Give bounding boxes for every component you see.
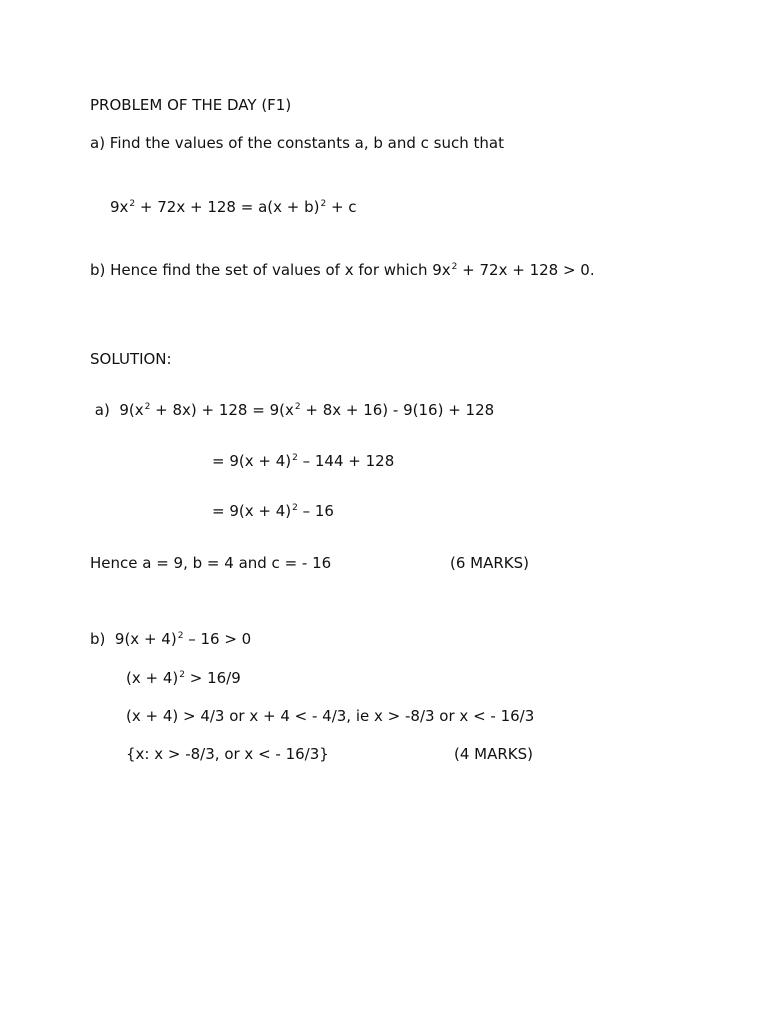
sol-text: (x + 4) — [126, 669, 179, 687]
exponent: 2 — [451, 262, 458, 272]
sol-text: a) 9(x — [90, 401, 144, 419]
prompt-text: b) Hence find the set of values of x for which 9x — [90, 261, 451, 279]
sol-text: + 8x) + 128 = 9(x — [150, 401, 294, 419]
solution-label: SOLUTION: — [90, 350, 172, 368]
sol-text: – 16 — [297, 502, 334, 520]
solution-a-line-2 — [212, 452, 394, 470]
exponent: 2 — [292, 453, 298, 463]
solution-a-line-3 — [212, 502, 334, 520]
solution-b-answer-set: {x: x > -8/3, or x < - 16/3} — [126, 745, 329, 763]
solution-a-line-1 — [90, 401, 494, 419]
solution-b-line-2 — [126, 669, 241, 687]
part-a-equation — [110, 198, 357, 216]
sol-text: > 16/9 — [184, 669, 241, 687]
exponent: 2 — [129, 199, 136, 209]
eq-text: + c — [326, 198, 357, 216]
sol-text: b) 9(x + 4) — [90, 630, 177, 648]
solution-a-result: Hence a = 9, b = 4 and c = - 16 — [90, 554, 332, 572]
exponent: 2 — [177, 631, 184, 641]
exponent: 2 — [292, 503, 298, 513]
eq-text: 9x — [110, 198, 129, 216]
exponent: 2 — [320, 199, 327, 209]
sol-text: = 9(x + 4) — [212, 452, 292, 470]
solution-b-line-1 — [90, 630, 251, 648]
solution-b-line-3: (x + 4) > 4/3 or x + 4 < - 4/3, ie x > -8/3 or x < - 16/3 — [126, 707, 535, 725]
eq-text: + 72x + 128 = a(x + b) — [135, 198, 320, 216]
sol-text: – 16 > 0 — [183, 630, 252, 648]
sol-text: = 9(x + 4) — [212, 502, 292, 520]
solution-b-marks: (4 MARKS) — [454, 745, 533, 763]
part-b-prompt — [90, 261, 595, 279]
exponent: 2 — [144, 402, 151, 412]
exponent: 2 — [179, 670, 185, 680]
sol-text: + 8x + 16) - 9(16) + 128 — [300, 401, 495, 419]
exponent: 2 — [294, 402, 301, 412]
prompt-text: + 72x + 128 > 0. — [457, 261, 595, 279]
part-a-prompt: a) Find the values of the constants a, b and c such that — [90, 134, 504, 152]
problem-heading: PROBLEM OF THE DAY (F1) — [90, 96, 292, 114]
sol-text: – 144 + 128 — [297, 452, 395, 470]
solution-a-marks: (6 MARKS) — [450, 554, 529, 572]
